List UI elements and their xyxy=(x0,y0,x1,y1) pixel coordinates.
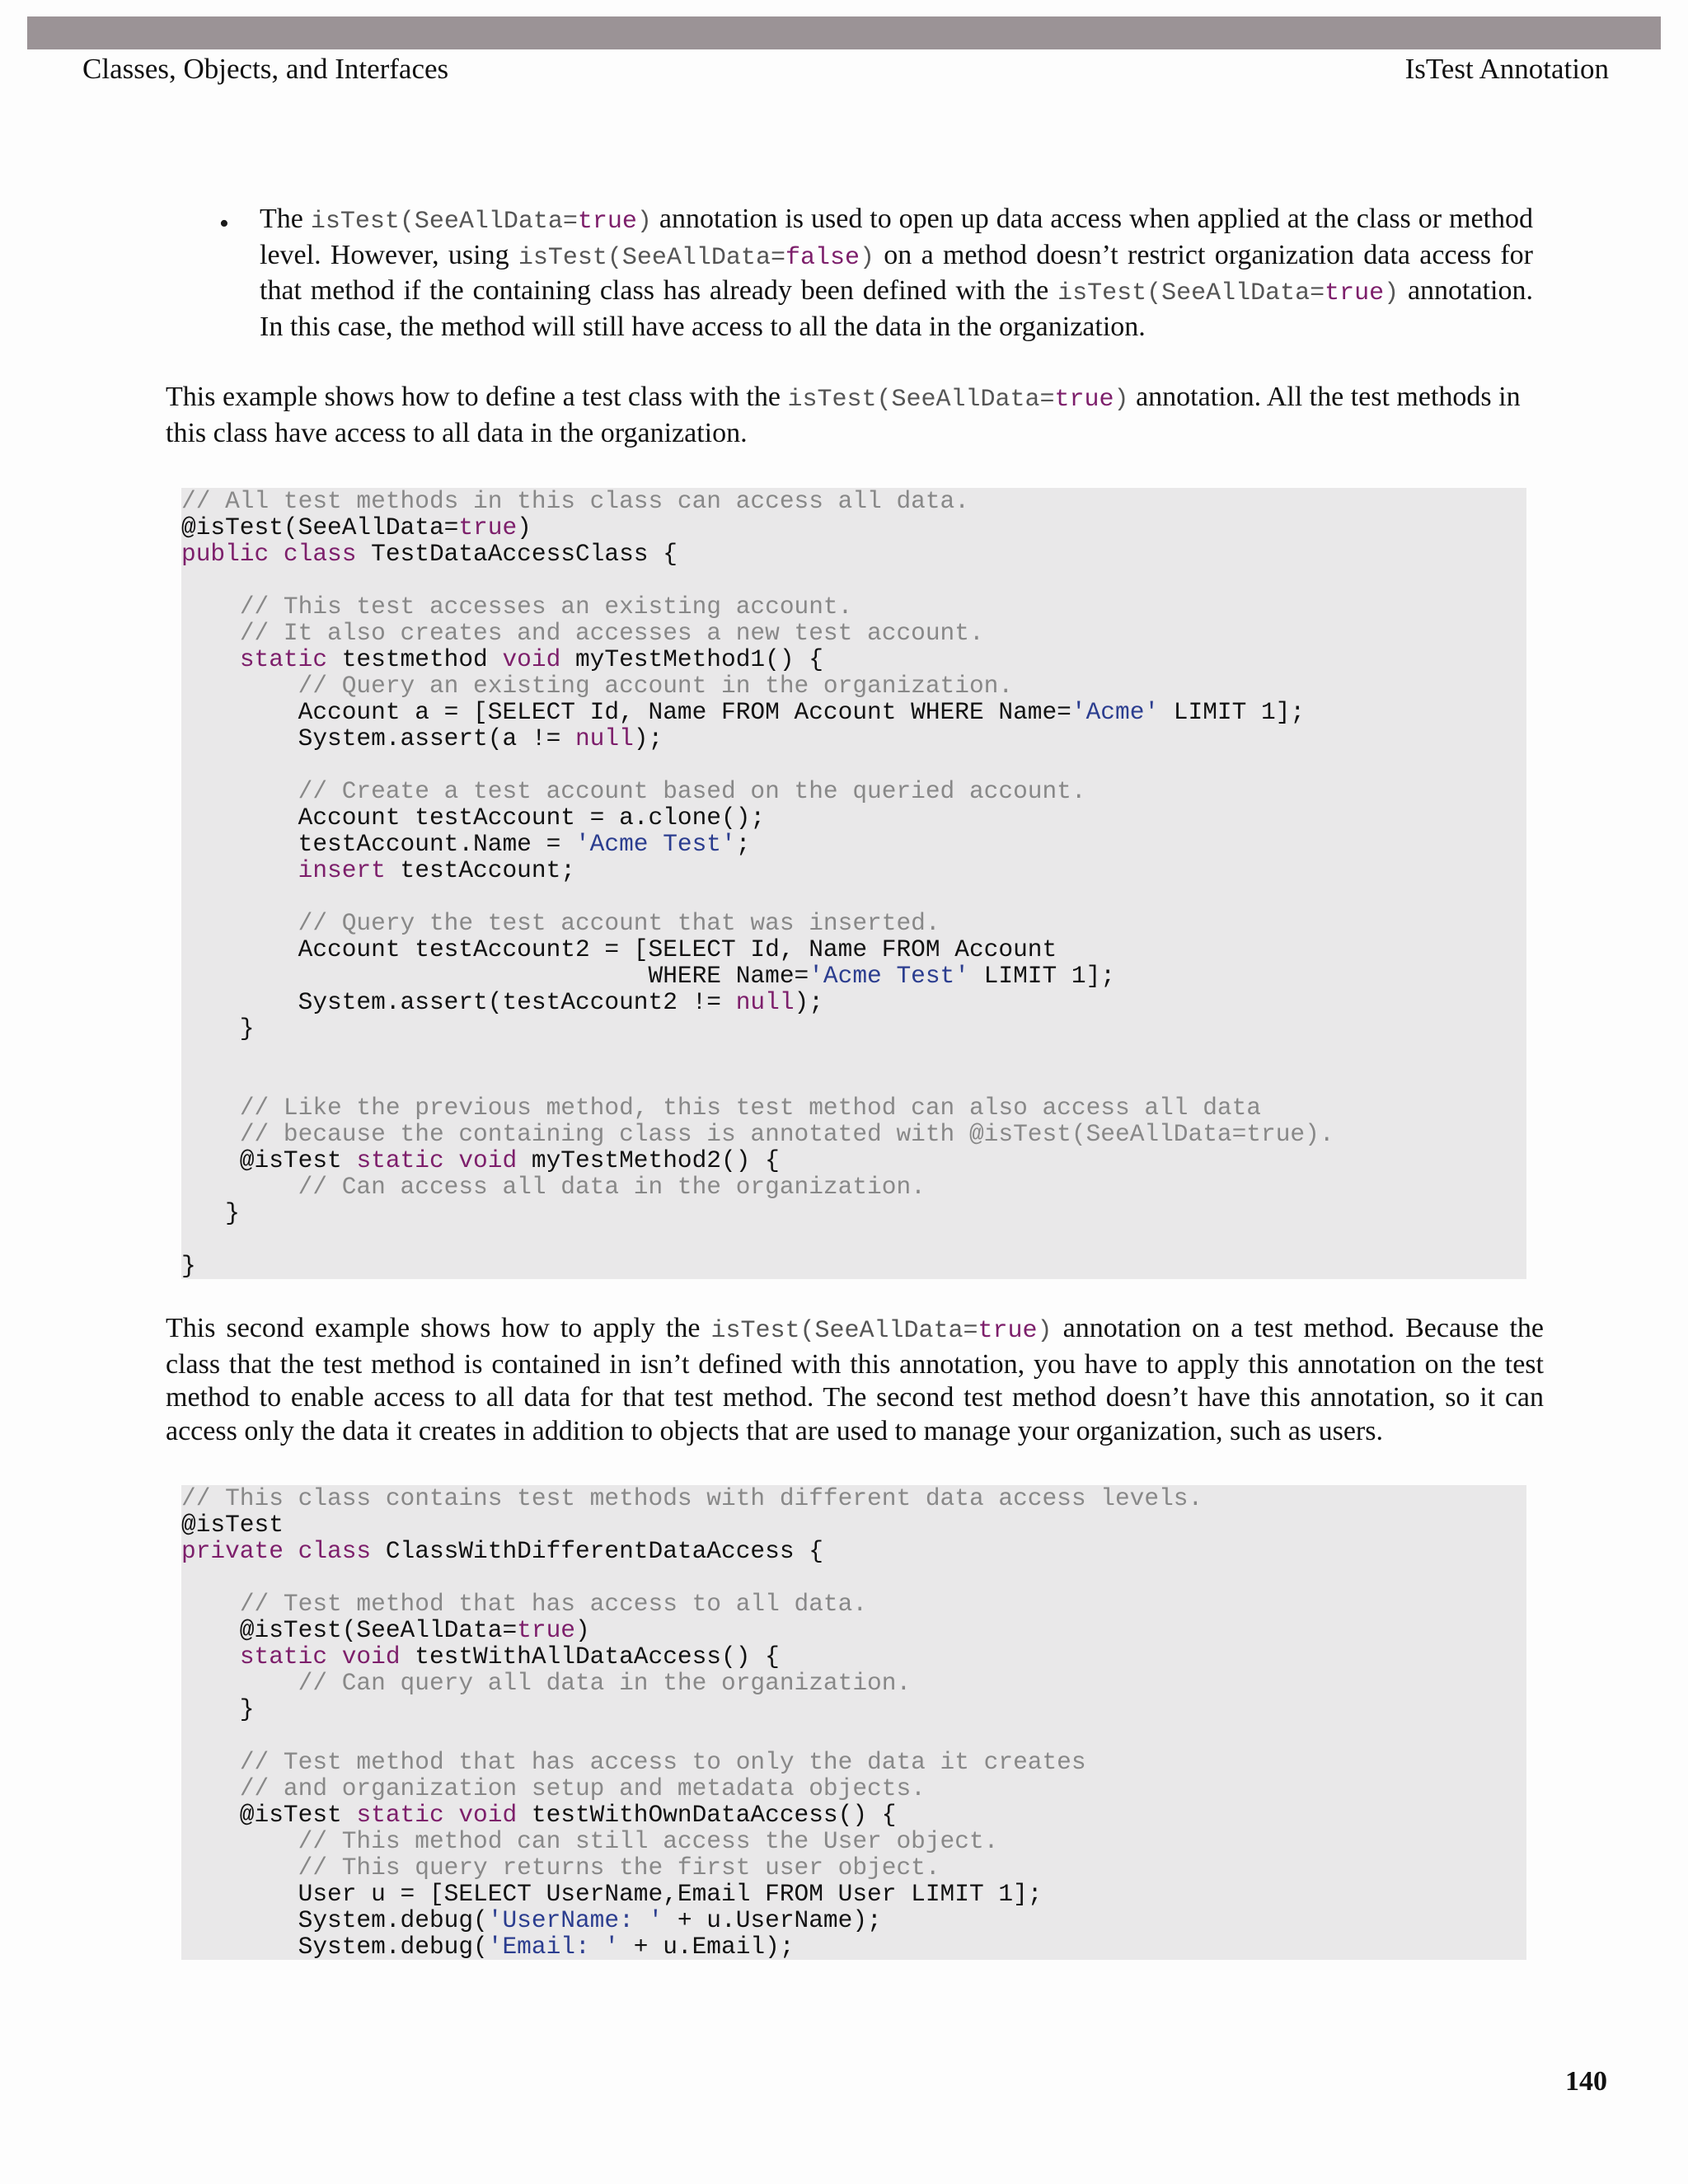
code-line xyxy=(181,1933,1526,1960)
code-token: void xyxy=(458,1801,518,1829)
chapter-title: Classes, Objects, and Interfaces xyxy=(82,53,449,85)
code-token: @isTest xyxy=(181,1511,284,1539)
code-token: User u = [SELECT UserName,Email FROM User LIMIT 1]; xyxy=(181,1880,1043,1908)
code-token xyxy=(181,1590,240,1618)
code-token: static xyxy=(239,645,328,673)
code-line xyxy=(181,989,1526,1015)
code-token: ClassWithDifferentDataAccess { xyxy=(371,1537,823,1565)
code-line xyxy=(181,1485,1526,1511)
code-line xyxy=(181,620,1526,646)
code-token: // This query returns the first user object. xyxy=(298,1854,940,1882)
code-token: LIMIT 1]; xyxy=(968,962,1115,990)
code-token: @isTest(SeeAllData= xyxy=(181,1616,518,1644)
code-token: testWithOwnDataAccess() { xyxy=(517,1801,897,1829)
page-number: 140 xyxy=(1565,2066,1607,2097)
code-token xyxy=(181,645,240,673)
code-line xyxy=(181,831,1526,857)
code-line xyxy=(181,699,1526,725)
code-token: Account a = [SELECT Id, Name FROM Account WHERE Name= xyxy=(181,698,1071,726)
bullet-paragraph: The isTest(SeeAllData=true) annotation is used to open up data access when applied at the class or method level. However, using isTest(SeeAllData=false) on a method doesn’t restrict organization data access for that method if the containing class has already been defined with the isTest(SeeAllData=true) annotation. In this case, the method will still have access to all the data in the organization. xyxy=(260,204,1534,342)
code-token: public xyxy=(181,540,270,568)
code-token: true xyxy=(458,513,518,541)
code-token: ); xyxy=(794,988,823,1016)
code-token: // Query the test account that was inserted. xyxy=(298,909,940,937)
code-token xyxy=(181,619,240,647)
code-token: @isTest xyxy=(181,1801,357,1829)
code-line xyxy=(181,1068,1526,1094)
code-token: 'Email: ' xyxy=(487,1933,620,1961)
code-line xyxy=(181,1511,1526,1538)
section-title: IsTest Annotation xyxy=(1404,53,1609,85)
code-token: // This class contains test methods with different data access levels. xyxy=(181,1484,1203,1512)
code-line xyxy=(181,1174,1526,1200)
code-token: myTestMethod2() { xyxy=(517,1146,780,1174)
code-block-different-access xyxy=(181,1485,1526,1960)
code-token: // Can query all data in the organization. xyxy=(298,1669,912,1697)
second-example-paragraph: This second example shows how to apply the isTest(SeeAllData=true) annotation on a test method. Because the class that the test method is contained in isn’t defined with this annotation, you have to apply this annotation on the test method to enable access to all data for that test method. The second test method doesn’t have this annotation, so it can access only the data it creates in addition to objects that are used to manage your organization, such as users. xyxy=(166,1313,1544,1446)
code-token: class xyxy=(283,540,357,568)
code-token: // Create a test account based on the queried account. xyxy=(298,777,1086,805)
code-token xyxy=(181,1774,240,1802)
code-token: // Can access all data in the organization. xyxy=(298,1173,926,1201)
code-token xyxy=(444,1146,459,1174)
code-line xyxy=(181,1881,1526,1907)
code-line xyxy=(181,646,1526,673)
code-line xyxy=(181,1907,1526,1933)
code-line xyxy=(181,1015,1526,1042)
code-token xyxy=(181,1094,240,1122)
example-intro-paragraph: This example shows how to define a test class with the isTest(SeeAllData=true) annotation. All the test methods in this class have access to all data in the organization. xyxy=(166,382,1521,448)
code-line xyxy=(181,1253,1526,1279)
code-line xyxy=(181,1617,1526,1643)
code-token: Account testAccount = a.clone(); xyxy=(181,804,766,832)
code-line xyxy=(181,1643,1526,1670)
code-token xyxy=(284,1537,298,1565)
code-token: // Test method that has access to all data. xyxy=(239,1590,868,1618)
code-line xyxy=(181,1094,1526,1121)
code-line xyxy=(181,804,1526,831)
code-token: // This method can still access the User object. xyxy=(298,1827,999,1855)
code-token: insert xyxy=(298,856,386,884)
code-token: TestDataAccessClass { xyxy=(356,540,678,568)
code-line xyxy=(181,1121,1526,1147)
code-token: static xyxy=(356,1146,444,1174)
code-token: ) xyxy=(517,513,532,541)
code-token: testAccount; xyxy=(385,856,575,884)
code-token: @isTest(SeeAllData= xyxy=(181,513,459,541)
code-line xyxy=(181,778,1526,804)
code-token: Account testAccount2 = [SELECT Id, Name FROM Account xyxy=(181,935,1057,963)
code-line xyxy=(181,725,1526,752)
code-token: void xyxy=(341,1643,401,1671)
code-line xyxy=(181,541,1526,567)
code-line xyxy=(181,1147,1526,1174)
code-line xyxy=(181,1200,1526,1226)
code-token: 'Acme Test' xyxy=(574,830,736,858)
code-token: 'UserName: ' xyxy=(487,1906,663,1934)
code-token xyxy=(181,1669,298,1697)
code-token: WHERE Name= xyxy=(181,962,809,990)
code-token: ) xyxy=(574,1616,590,1644)
code-line xyxy=(181,1538,1526,1564)
code-line xyxy=(181,910,1526,936)
code-line xyxy=(181,1226,1526,1253)
code-token: static xyxy=(239,1643,328,1671)
code-line xyxy=(181,1775,1526,1802)
code-token: // because the containing class is annotated with @isTest(SeeAllData=true). xyxy=(239,1120,1334,1148)
code-token: class xyxy=(298,1537,372,1565)
code-line xyxy=(181,1802,1526,1828)
code-token: null xyxy=(574,724,634,752)
code-token: void xyxy=(502,645,561,673)
code-line xyxy=(181,883,1526,910)
code-line xyxy=(181,1670,1526,1696)
code-line xyxy=(181,1564,1526,1591)
code-token xyxy=(181,1173,298,1201)
code-token: // Query an existing account in the organization. xyxy=(298,672,1014,700)
code-token xyxy=(181,593,240,621)
code-token: System.assert(a != xyxy=(181,724,575,752)
code-token: } xyxy=(181,1695,255,1723)
code-token: 'Acme Test' xyxy=(809,962,969,990)
code-line xyxy=(181,1828,1526,1854)
code-token xyxy=(181,856,298,884)
code-line xyxy=(181,567,1526,593)
code-token xyxy=(181,1827,298,1855)
code-line xyxy=(181,1042,1526,1068)
code-token xyxy=(181,1854,298,1882)
code-token: System.debug( xyxy=(181,1906,488,1934)
code-token: LIMIT 1]; xyxy=(1159,698,1306,726)
code-token: + u.UserName); xyxy=(663,1906,882,1934)
code-token: + u.Email); xyxy=(619,1933,795,1961)
code-line xyxy=(181,1749,1526,1775)
code-token: @isTest xyxy=(181,1146,357,1174)
code-token xyxy=(269,540,284,568)
code-token: testWithAllDataAccess() { xyxy=(400,1643,780,1671)
code-token xyxy=(181,672,298,700)
code-line xyxy=(181,1591,1526,1617)
code-line xyxy=(181,857,1526,883)
code-line xyxy=(181,963,1526,989)
code-token: ); xyxy=(633,724,663,752)
code-token: private xyxy=(181,1537,284,1565)
code-token xyxy=(181,909,298,937)
code-token: // Test method that has access to only the data it creates xyxy=(239,1748,1086,1776)
code-token: ; xyxy=(735,830,751,858)
code-token xyxy=(181,1120,240,1148)
code-token: // All test methods in this class can access all data. xyxy=(181,487,969,515)
code-token xyxy=(327,1643,342,1671)
code-line xyxy=(181,488,1526,514)
code-token: System.debug( xyxy=(181,1933,488,1961)
code-token: static xyxy=(356,1801,444,1829)
code-line xyxy=(181,1854,1526,1881)
bullet-icon: • xyxy=(219,209,229,239)
code-token xyxy=(181,1748,240,1776)
code-token: // Like the previous method, this test method can also access all data xyxy=(239,1094,1262,1122)
code-token: testmethod xyxy=(327,645,503,673)
code-token: } xyxy=(181,1015,255,1043)
code-token: // It also creates and accesses a new test account. xyxy=(239,619,984,647)
code-token xyxy=(181,777,298,805)
code-token: } xyxy=(181,1252,196,1280)
header-bar xyxy=(27,16,1661,49)
code-token: System.assert(testAccount2 != xyxy=(181,988,736,1016)
code-block-test-class xyxy=(181,488,1526,1279)
code-line xyxy=(181,593,1526,620)
code-token: true xyxy=(517,1616,575,1644)
code-line xyxy=(181,752,1526,778)
code-token: } xyxy=(181,1199,240,1227)
code-token: null xyxy=(735,988,795,1016)
code-token: testAccount.Name = xyxy=(181,830,575,858)
code-token xyxy=(181,1643,240,1671)
code-line xyxy=(181,1696,1526,1722)
code-token: 'Acme' xyxy=(1071,698,1160,726)
code-line xyxy=(181,1722,1526,1749)
code-line xyxy=(181,673,1526,699)
code-token xyxy=(444,1801,459,1829)
code-token: // This test accesses an existing account. xyxy=(239,593,853,621)
code-token: myTestMethod1() { xyxy=(560,645,823,673)
code-token: // and organization setup and metadata objects. xyxy=(239,1774,926,1802)
code-token: void xyxy=(458,1146,518,1174)
code-line xyxy=(181,936,1526,963)
code-line xyxy=(181,514,1526,541)
